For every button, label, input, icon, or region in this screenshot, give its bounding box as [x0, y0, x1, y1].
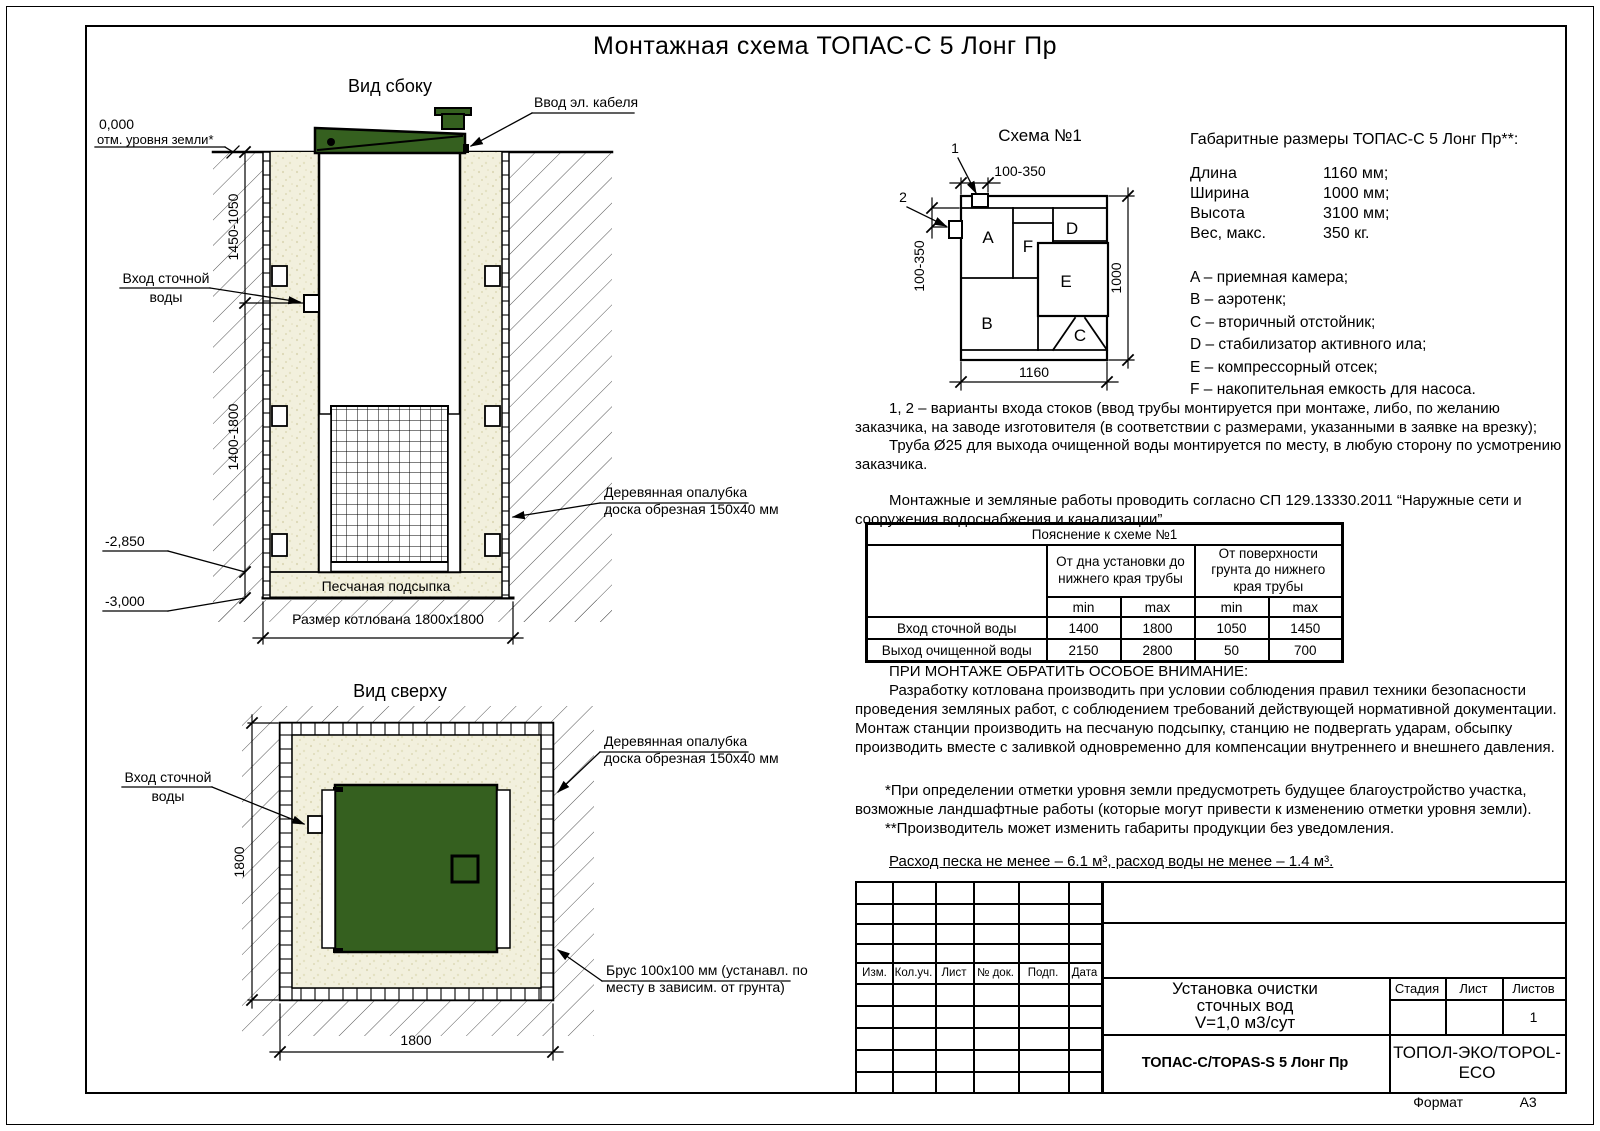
cable-gland [463, 144, 469, 153]
side-view [95, 76, 779, 644]
compartment-d: D [1065, 219, 1079, 238]
compartment-a: A [982, 228, 994, 247]
sand-bedding-label: Песчаная подсыпка [321, 578, 451, 594]
rail-left [319, 414, 331, 572]
dim-lower-label: 1400-1800 [225, 403, 241, 471]
footnote-1: *При определении отметки уровня земли предусмотреть будущее благоустройство участка, возможные ландшафтные работы (которые могут привести к изменению отметки уровня земли). [855, 782, 1532, 818]
schema-dim-bottom: 1160 [1018, 364, 1050, 380]
note-2: Труба Ø25 для выхода очищенной воды монтируется по месту, в любую сторону по усмотрению заказчика. [855, 437, 1562, 473]
sheets-value: 1 [1529, 1008, 1538, 1025]
schema-inlet-1 [972, 194, 988, 207]
legend-item: A – приемная камера; [1190, 269, 1349, 286]
table-group-1: От дна установки до нижнего края трубы [1047, 545, 1195, 598]
rev-header-list: Лист [941, 967, 967, 979]
ribbed-section [331, 406, 448, 562]
table-row: Выход очищенной воды 2150 2800 50 700 [867, 639, 1343, 662]
rail-right [448, 414, 460, 572]
table-corner-cell [867, 545, 1047, 618]
schema-dim-left: 100-350 [911, 240, 927, 292]
spec-row: Высота 3100 мм; [1190, 205, 1390, 222]
schema-1 [899, 126, 1134, 390]
legend-item: F – накопительная емкость для насоса. [1190, 381, 1476, 399]
min-header: min [1047, 597, 1121, 617]
compartment-legend [1190, 267, 1580, 401]
compartment-e: E [1060, 272, 1072, 291]
station-lid [315, 128, 465, 153]
legend-item: C – вторичный отстойник; [1190, 313, 1376, 331]
rev-header-ndok: № док. [977, 967, 1014, 979]
attention-body: Разработку котлована производить при условии соблюдения правил техники безопасности проведения земляных работ, с соблюдением требований действующей нормативной документации. Монтаж станции производить на песчаную подсыпку, станцию не подвергать ударам, обсыпку производить вместе с заливкой одновременно для компенсации внутреннего и внешнего давления. [855, 682, 1557, 756]
level-2850: -2,850 [105, 533, 145, 549]
schema-dim-top: 100-350 [994, 163, 1046, 179]
sheet-header: Лист [1459, 980, 1488, 996]
legend-item: D – стабилизатор активного ила; [1190, 336, 1427, 354]
top-formwork-left [280, 723, 292, 1000]
attention-block [855, 662, 1573, 757]
vent-cap-stem [442, 114, 464, 129]
schema-inlet-2 [949, 221, 962, 238]
top-formwork-top [280, 723, 553, 735]
notes-block [855, 400, 1573, 529]
top-inlet-label-1: Вход сточной [124, 769, 212, 785]
top-inlet-label-2: воды [151, 788, 185, 804]
top-view-title: Вид сверху [353, 681, 447, 701]
brand-name: ТОПОЛ-ЭКО/TOPOL-ECO [1393, 1043, 1561, 1082]
compartment-c: C [1073, 326, 1087, 345]
formwork-left [263, 152, 270, 598]
beam-label-1: Брус 100х100 мм (устанавл. по [606, 962, 808, 978]
marker-2: 2 [899, 189, 907, 205]
schema-dim-right: 1000 [1108, 262, 1124, 294]
sheets-header: Листов [1512, 980, 1555, 996]
specs-block [1190, 131, 1580, 401]
max-header: max [1269, 597, 1343, 617]
level-3000: -3,000 [105, 593, 145, 609]
title-block [855, 881, 1567, 1094]
page-title: Монтажная схема ТОПАС-С 5 Лонг Пр [593, 32, 1057, 60]
compartment-f: F [1022, 237, 1034, 256]
dim-upper-label: 1450-1050 [225, 193, 241, 261]
stage-header: Стадия [1394, 980, 1440, 996]
top-formwork-label-1: Деревянная опалубка [604, 733, 748, 749]
soil-hatch-right [509, 152, 612, 622]
note-3: Монтажные и земляные работы проводить согласно СП 129.13330.2011 “Наружные сети и сооружения водоснабжения и канализации”. [855, 492, 1522, 528]
ground-level-label: отм. уровня земли* [97, 132, 214, 147]
max-header: max [1121, 597, 1195, 617]
side-formwork-label-2: доска обрезная 150х40 мм [604, 501, 779, 517]
top-rail-right [497, 790, 510, 948]
top-inlet-stub [308, 816, 322, 833]
schema-title: Схема №1 [998, 126, 1082, 145]
top-dim-bottom-label: 1800 [400, 1032, 432, 1048]
attention-heading: ПРИ МОНТАЖЕ ОБРАТИТЬ ОСОБОЕ ВНИМАНИЕ: [889, 663, 1249, 680]
table-group-2: От поверхности грунта до нижнего края трубы [1195, 545, 1343, 598]
formwork-right [502, 152, 509, 598]
min-header: min [1195, 597, 1269, 617]
top-view [122, 681, 808, 1060]
consumption-note: Расход песка не менее – 6.1 м³, расход воды не менее – 1.4 м³. [889, 853, 1334, 870]
table-title: Пояснение к схеме №1 [867, 524, 1343, 545]
inlet-port [304, 295, 319, 312]
top-rail-left [322, 790, 335, 948]
inlet-label-line1: Вход сточной [122, 270, 210, 286]
rev-header-data: Дата [1071, 967, 1098, 979]
footnotes-block [855, 781, 1573, 871]
rev-header-koluch: Кол.уч. [894, 967, 933, 979]
marker-1: 1 [951, 140, 959, 156]
format-value: А3 [1519, 1094, 1537, 1110]
note-1: 1, 2 – варианты входа стоков (ввод трубы монтируется при монтаже, либо, по желанию заказчика, на заводе изготовителя (в соответствии с размерами, указанными в заявке на врезку); [855, 400, 1538, 436]
rev-header-podp: Подп. [1027, 967, 1059, 979]
top-formwork-label-2: доска обрезная 150х40 мм [604, 750, 779, 766]
legend-item: B – аэротенк; [1190, 291, 1287, 309]
cable-entry-label: Ввод эл. кабеля [534, 94, 639, 110]
format-row [1385, 1094, 1565, 1110]
beam-label-2: месту в зависим. от грунта) [606, 979, 785, 995]
side-view-title: Вид сбоку [348, 76, 432, 96]
lid-hinge-dot [327, 138, 335, 146]
top-vent-square [452, 856, 478, 882]
inlet-label-line2: воды [149, 289, 183, 305]
legend-item: E – компрессорный отсек; [1190, 358, 1378, 376]
compartment-b: B [981, 314, 993, 333]
top-dim-left-label: 1800 [231, 846, 247, 878]
pit-size-label: Размер котлована 1800х1800 [292, 611, 484, 627]
spec-row: Длина 1160 мм; [1190, 165, 1389, 182]
top-formwork-bottom [280, 988, 553, 1000]
rev-header-izm: Изм. [862, 967, 887, 979]
spec-row: Ширина 1000 мм; [1190, 185, 1390, 202]
zero-mark: 0,000 [99, 116, 135, 132]
table-row: Вход сточной воды 1400 1800 1050 1450 [867, 617, 1343, 639]
specs-title: Габаритные размеры ТОПАС-С 5 Лонг Пр**: [1190, 131, 1519, 148]
spec-row: Вес, макс. 350 кг. [1190, 225, 1370, 242]
explanation-table [865, 522, 1344, 663]
footnote-2: **Производитель может изменить габариты продукции без уведомления. [885, 820, 1395, 837]
side-formwork-label-1: Деревянная опалубка [604, 484, 748, 500]
top-formwork-right [541, 723, 553, 1000]
format-label: Формат [1413, 1094, 1464, 1110]
doc-title: Установка очистки сточных вод V=1,0 м3/сут [1172, 979, 1318, 1032]
schema-compartment-e-box [1038, 243, 1108, 316]
model-name: ТОПАС-С/TOPAS-S 5 Лонг Пр [1141, 1055, 1349, 1071]
